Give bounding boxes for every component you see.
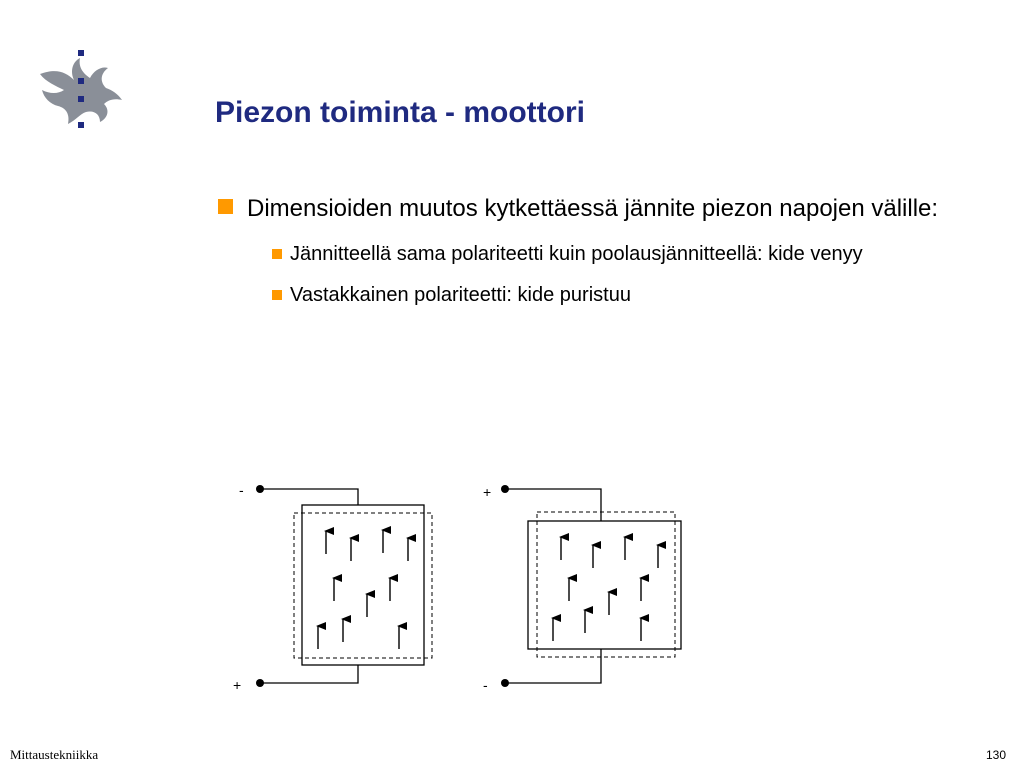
crystal-rest-outline <box>294 513 432 658</box>
page-number: 130 <box>985 748 1006 762</box>
polarity-right-bottom: - <box>483 677 488 693</box>
terminal-right-bottom <box>501 679 509 687</box>
sub-bullet-text-2: Vastakkainen polariteetti: kide puristuu <box>290 284 631 306</box>
polarization-arrows <box>553 537 658 641</box>
polarity-left-bottom: + <box>233 677 242 693</box>
sub-bullet-text-1: Jännitteellä sama polariteetti kuin poolausjännitteellä: kide venyy <box>290 243 863 265</box>
page-title: Piezon toiminta - moottori <box>215 96 585 129</box>
piezo-crystal-compressed <box>501 485 681 687</box>
polarity-left-top: - <box>239 482 244 498</box>
crystal-rest-outline <box>537 512 675 657</box>
bullet-main-text: Dimensioiden muutos kytkettäessä jännite piezon napojen välille: <box>247 195 939 222</box>
footer-course: Mittaustekniikka <box>10 747 99 762</box>
polarity-right-top: + <box>483 484 492 500</box>
terminal-left-bottom <box>256 679 264 687</box>
crystal-outline <box>302 505 424 665</box>
piezo-crystal-stretched <box>256 485 432 687</box>
polarization-arrows <box>318 530 408 649</box>
crystal-outline <box>528 521 681 649</box>
